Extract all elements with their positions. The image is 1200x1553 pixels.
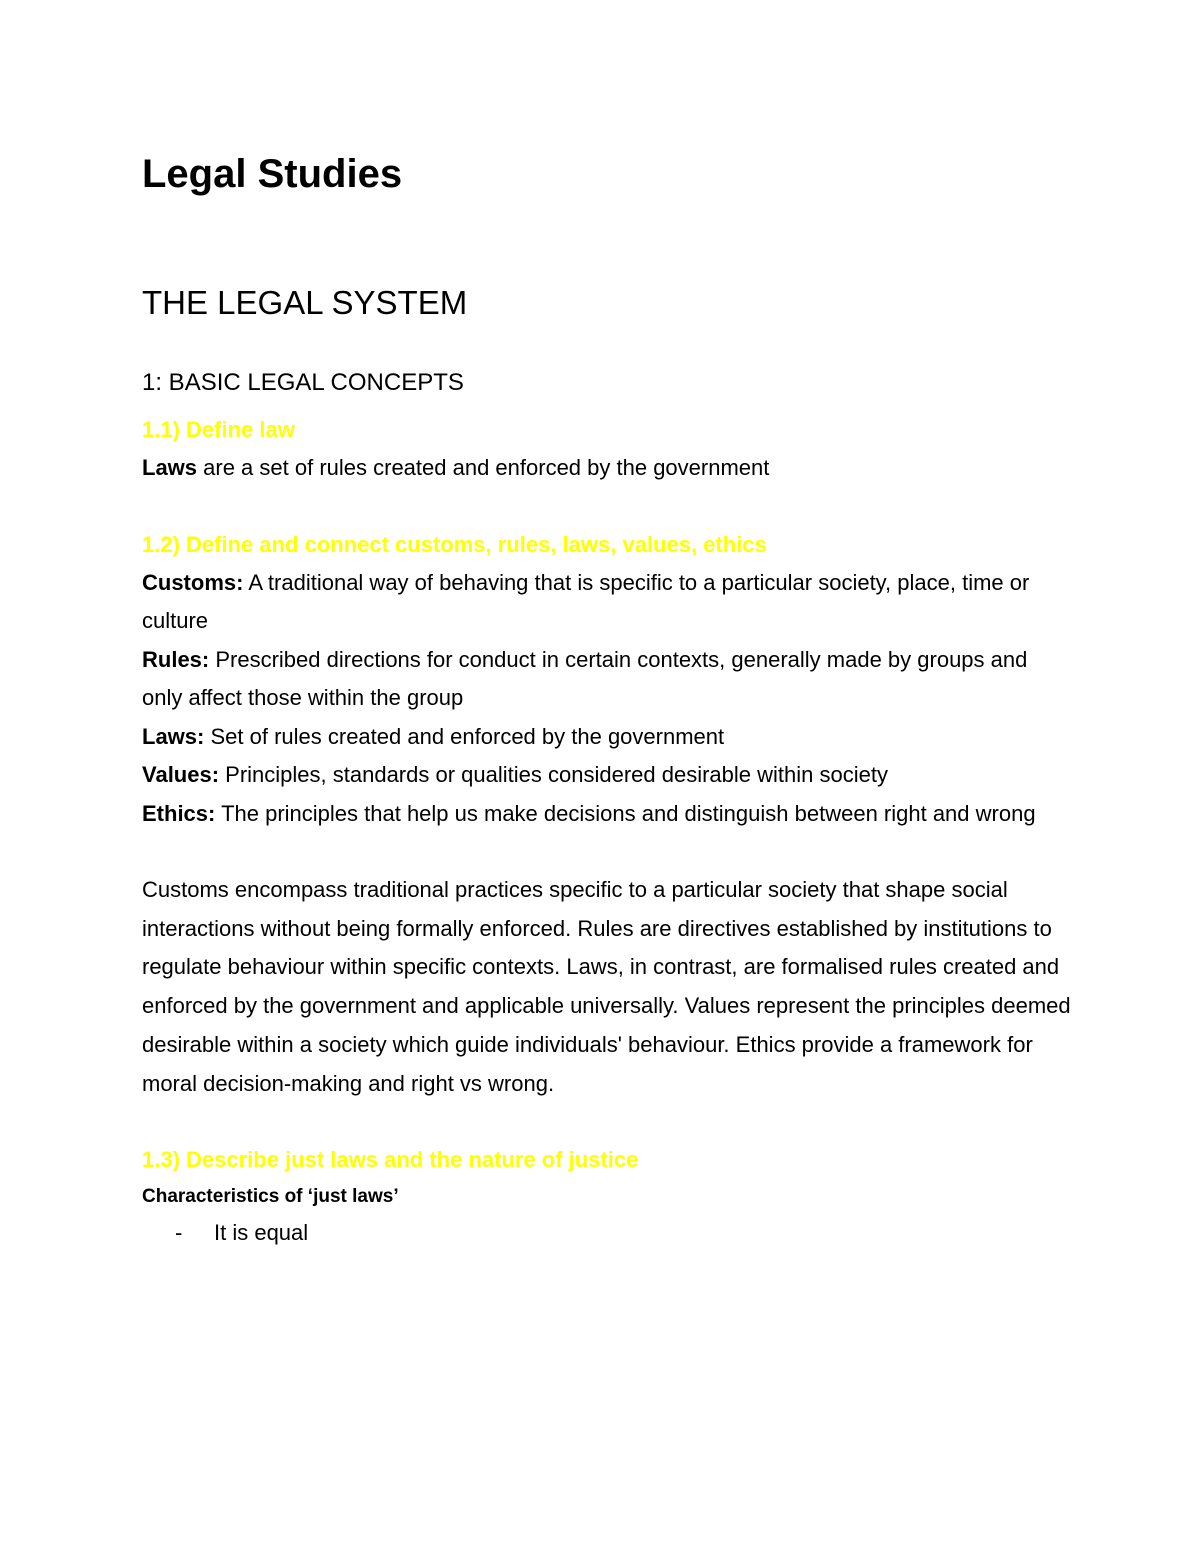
definition-laws	[142, 718, 1072, 757]
definition-text: Set of rules created and enforced by the government	[204, 723, 725, 749]
bullet-dash: -	[175, 1220, 183, 1246]
definition-term: Rules:	[142, 646, 210, 672]
chapter-heading: 1: BASIC LEGAL CONCEPTS	[142, 369, 464, 396]
definitions-list	[142, 564, 1072, 834]
definition-text: Prescribed directions for conduct in certain contexts, generally made by groups and only affect those within the group	[142, 646, 1028, 710]
list-item	[142, 1215, 1072, 1251]
connection-paragraph: Customs encompass traditional practices specific to a particular society that shape social interactions without being formally enforced. Rules are directives established by institutions to regulate behaviour within specific contexts. Laws, in contrast, are formalised rules created and enforced by the government and applicable universally. Values represent the principles deemed desirable within a society which guide individuals' behaviour. Ethics provide a framework for moral decision-making and right vs wrong.	[142, 877, 1071, 1096]
definition-term: Ethics:	[142, 800, 216, 826]
question-heading-1-3: 1.3) Describe just laws and the nature of justice	[142, 1147, 639, 1173]
definition-text: The principles that help us make decisions and distinguish between right and wrong	[215, 800, 1036, 826]
section-heading: THE LEGAL SYSTEM	[142, 284, 468, 321]
definition-term: Values:	[142, 762, 220, 787]
definition-text: A traditional way of behaving that is specific to a particular society, place, time or culture	[142, 569, 1030, 633]
just-laws-subheading: Characteristics of ‘just laws’	[142, 1186, 399, 1208]
definition-values	[142, 756, 1072, 795]
list-item-text: It is equal	[214, 1220, 309, 1246]
definition-ethics	[142, 795, 1072, 834]
definition-text: Principles, standards or qualities considered desirable within society	[219, 762, 888, 787]
law-term: Laws	[142, 455, 198, 480]
definition-term: Customs:	[142, 569, 244, 595]
question-heading-1-2: 1.2) Define and connect customs, rules, laws, values, ethics	[142, 531, 767, 557]
definition-customs	[142, 564, 1072, 641]
just-laws-list	[142, 1215, 1072, 1251]
question-heading-1-1: 1.1) Define law	[142, 417, 295, 442]
document-content	[142, 148, 1072, 1251]
definition-term: Laws:	[142, 723, 205, 749]
document-title: Legal Studies	[142, 152, 403, 196]
definition-rules	[142, 641, 1072, 718]
law-definition-text: are a set of rules created and enforced by the government	[197, 455, 770, 480]
law-definition	[142, 449, 1072, 488]
